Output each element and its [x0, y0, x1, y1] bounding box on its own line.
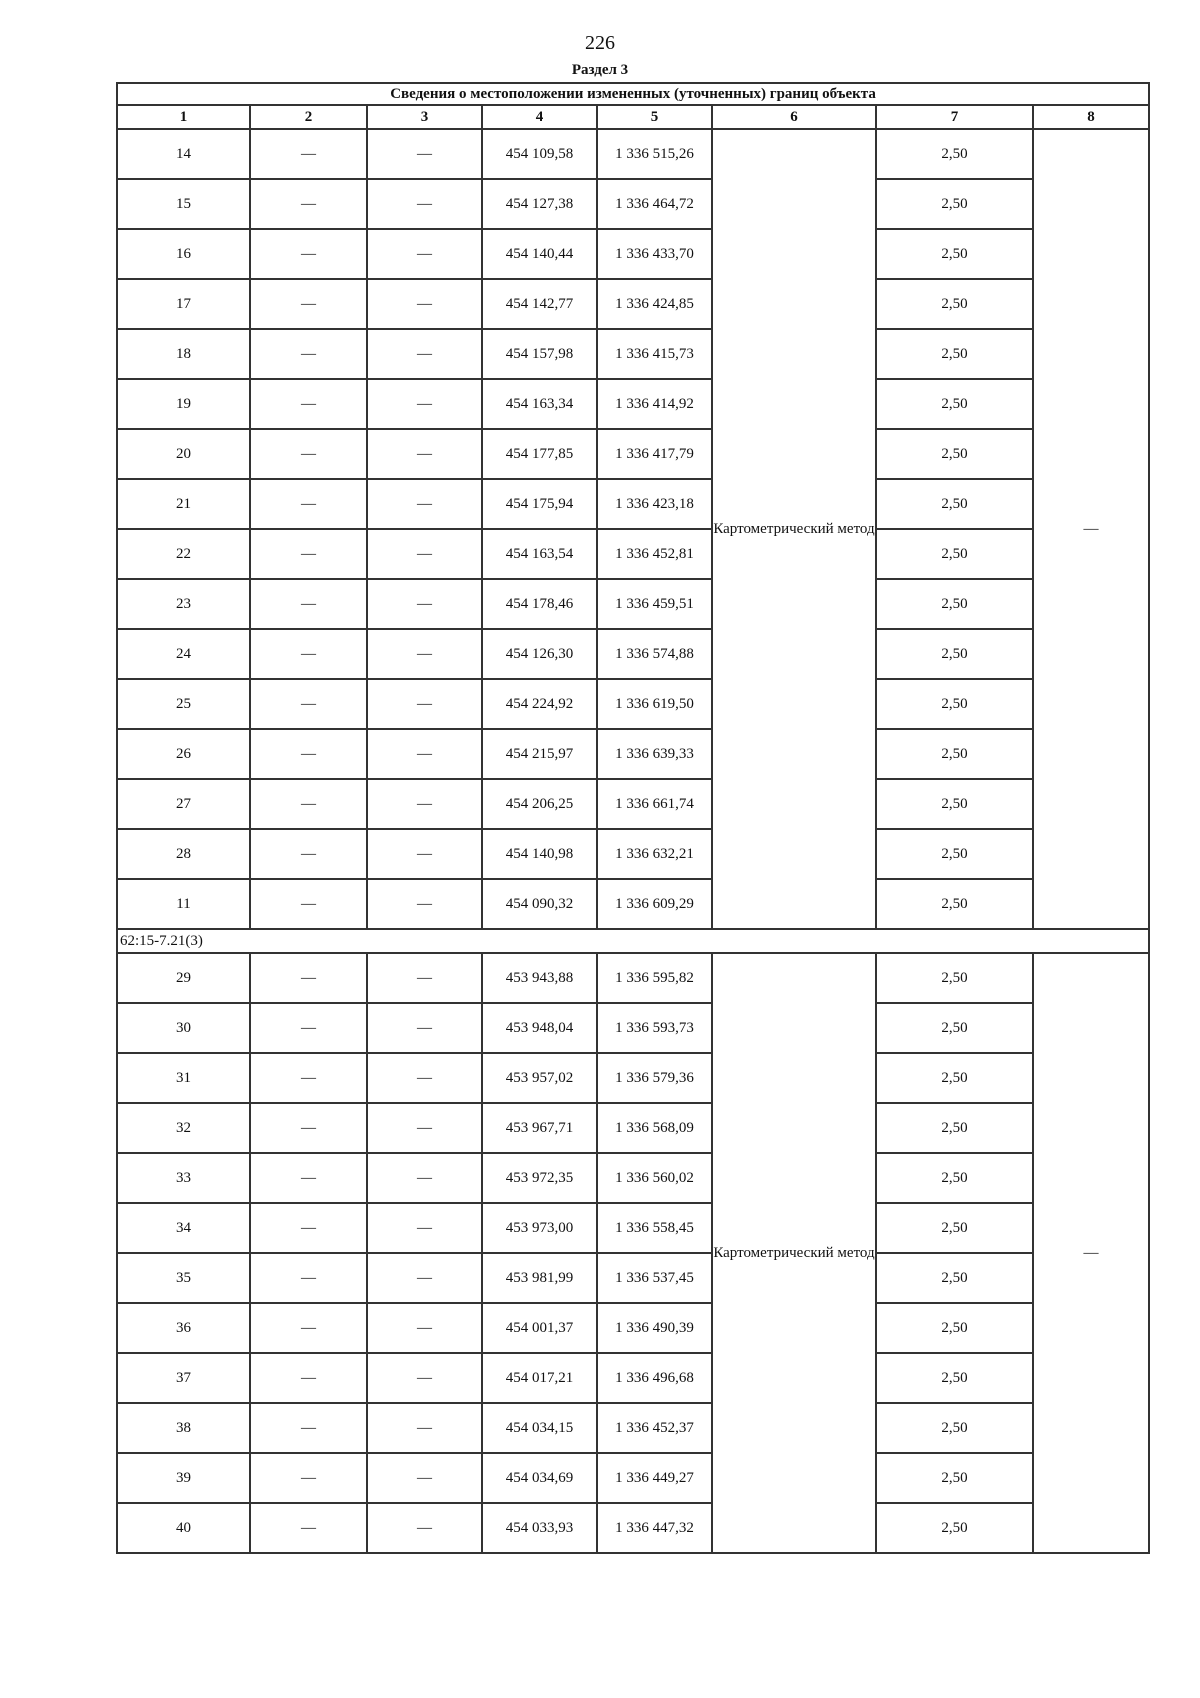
- col8-cell: —: [1033, 129, 1149, 929]
- point-number: 29: [117, 953, 250, 1003]
- precision-value: 2,50: [876, 679, 1033, 729]
- coord-x: 454 126,30: [482, 629, 597, 679]
- cell-col3: —: [367, 229, 482, 279]
- coord-y: 1 336 515,26: [597, 129, 712, 179]
- table-caption: Сведения о местоположении измененных (уточненных) границ объекта: [117, 83, 1149, 105]
- point-number: 24: [117, 629, 250, 679]
- cell-col2: —: [250, 1453, 367, 1503]
- precision-value: 2,50: [876, 179, 1033, 229]
- coord-x: 453 973,00: [482, 1203, 597, 1253]
- table-row: [117, 379, 1149, 429]
- coord-y: 1 336 579,36: [597, 1053, 712, 1103]
- point-number: 36: [117, 1303, 250, 1353]
- cell-col2: —: [250, 1503, 367, 1553]
- point-number: 37: [117, 1353, 250, 1403]
- point-number: 25: [117, 679, 250, 729]
- coord-y: 1 336 496,68: [597, 1353, 712, 1403]
- precision-value: 2,50: [876, 879, 1033, 929]
- cell-col2: —: [250, 1153, 367, 1203]
- cell-col3: —: [367, 953, 482, 1003]
- coord-y: 1 336 593,73: [597, 1003, 712, 1053]
- cell-col2: —: [250, 479, 367, 529]
- cell-col2: —: [250, 1003, 367, 1053]
- coord-x: 454 163,34: [482, 379, 597, 429]
- coord-x: 454 017,21: [482, 1353, 597, 1403]
- table-row: [117, 1453, 1149, 1503]
- precision-value: 2,50: [876, 1353, 1033, 1403]
- table-row: [117, 1253, 1149, 1303]
- coord-y: 1 336 452,81: [597, 529, 712, 579]
- precision-value: 2,50: [876, 329, 1033, 379]
- cell-col2: —: [250, 379, 367, 429]
- cell-col2: —: [250, 779, 367, 829]
- table-row: [117, 229, 1149, 279]
- col8-cell: —: [1033, 953, 1149, 1553]
- precision-value: 2,50: [876, 1103, 1033, 1153]
- precision-value: 2,50: [876, 1503, 1033, 1553]
- coord-y: 1 336 661,74: [597, 779, 712, 829]
- cell-col3: —: [367, 1003, 482, 1053]
- coord-y: 1 336 449,27: [597, 1453, 712, 1503]
- table-row: [117, 129, 1149, 179]
- column-number: 8: [1033, 105, 1149, 129]
- cell-col3: —: [367, 1453, 482, 1503]
- cell-col2: —: [250, 429, 367, 479]
- precision-value: 2,50: [876, 1003, 1033, 1053]
- coord-x: 454 215,97: [482, 729, 597, 779]
- table-row: [117, 1353, 1149, 1403]
- precision-value: 2,50: [876, 779, 1033, 829]
- precision-value: 2,50: [876, 279, 1033, 329]
- precision-value: 2,50: [876, 1403, 1033, 1453]
- cell-col3: —: [367, 1203, 482, 1253]
- coord-x: 453 948,04: [482, 1003, 597, 1053]
- coord-y: 1 336 568,09: [597, 1103, 712, 1153]
- cell-col3: —: [367, 679, 482, 729]
- coord-y: 1 336 452,37: [597, 1403, 712, 1453]
- table-caption-row: [117, 83, 1149, 105]
- coord-y: 1 336 490,39: [597, 1303, 712, 1353]
- precision-value: 2,50: [876, 1203, 1033, 1253]
- coord-x: 454 090,32: [482, 879, 597, 929]
- coord-y: 1 336 414,92: [597, 379, 712, 429]
- table-row: [117, 1153, 1149, 1203]
- cell-col2: —: [250, 129, 367, 179]
- table-row: [117, 1203, 1149, 1253]
- cell-col3: —: [367, 1353, 482, 1403]
- table-row: [117, 779, 1149, 829]
- precision-value: 2,50: [876, 953, 1033, 1003]
- precision-value: 2,50: [876, 479, 1033, 529]
- boundary-coordinates-table: [116, 82, 1150, 1554]
- point-number: 16: [117, 229, 250, 279]
- coord-y: 1 336 433,70: [597, 229, 712, 279]
- point-number: 15: [117, 179, 250, 229]
- table-row: [117, 479, 1149, 529]
- coord-y: 1 336 619,50: [597, 679, 712, 729]
- table-row: [117, 829, 1149, 879]
- table-row: [117, 429, 1149, 479]
- cell-col2: —: [250, 179, 367, 229]
- coord-x: 454 157,98: [482, 329, 597, 379]
- coord-y: 1 336 447,32: [597, 1503, 712, 1553]
- point-number: 11: [117, 879, 250, 929]
- cell-col2: —: [250, 1253, 367, 1303]
- table-row: [117, 879, 1149, 929]
- cell-col3: —: [367, 279, 482, 329]
- coord-x: 454 033,93: [482, 1503, 597, 1553]
- cell-col2: —: [250, 953, 367, 1003]
- point-number: 19: [117, 379, 250, 429]
- cell-col3: —: [367, 329, 482, 379]
- cell-col3: —: [367, 1053, 482, 1103]
- coord-x: 453 967,71: [482, 1103, 597, 1153]
- cell-col3: —: [367, 379, 482, 429]
- cell-col2: —: [250, 1103, 367, 1153]
- coord-y: 1 336 558,45: [597, 1203, 712, 1253]
- point-number: 20: [117, 429, 250, 479]
- coord-x: 453 981,99: [482, 1253, 597, 1303]
- coord-y: 1 336 639,33: [597, 729, 712, 779]
- table-row: [117, 1103, 1149, 1153]
- point-number: 34: [117, 1203, 250, 1253]
- table-row: [117, 179, 1149, 229]
- cell-col3: —: [367, 1303, 482, 1353]
- cell-col3: —: [367, 729, 482, 779]
- coord-y: 1 336 632,21: [597, 829, 712, 879]
- point-number: 14: [117, 129, 250, 179]
- cell-col3: —: [367, 1403, 482, 1453]
- column-number: 2: [250, 105, 367, 129]
- cell-col3: —: [367, 1503, 482, 1553]
- coord-x: 454 140,98: [482, 829, 597, 879]
- coord-x: 453 972,35: [482, 1153, 597, 1203]
- coord-x: 454 127,38: [482, 179, 597, 229]
- coord-x: 454 140,44: [482, 229, 597, 279]
- cell-col3: —: [367, 1253, 482, 1303]
- cell-col3: —: [367, 429, 482, 479]
- precision-value: 2,50: [876, 1153, 1033, 1203]
- point-number: 40: [117, 1503, 250, 1553]
- point-number: 22: [117, 529, 250, 579]
- cell-col3: —: [367, 129, 482, 179]
- cell-col2: —: [250, 1353, 367, 1403]
- table-row: [117, 629, 1149, 679]
- coord-y: 1 336 609,29: [597, 879, 712, 929]
- page-number: 226: [585, 32, 615, 54]
- coord-x: 454 001,37: [482, 1303, 597, 1353]
- point-number: 26: [117, 729, 250, 779]
- cell-col3: —: [367, 579, 482, 629]
- cell-col2: —: [250, 579, 367, 629]
- precision-value: 2,50: [876, 629, 1033, 679]
- point-number: 28: [117, 829, 250, 879]
- coord-y: 1 336 424,85: [597, 279, 712, 329]
- coord-x: 454 109,58: [482, 129, 597, 179]
- cell-col2: —: [250, 329, 367, 379]
- coord-y: 1 336 574,88: [597, 629, 712, 679]
- precision-value: 2,50: [876, 829, 1033, 879]
- column-number: 7: [876, 105, 1033, 129]
- cell-col3: —: [367, 1103, 482, 1153]
- coord-y: 1 336 423,18: [597, 479, 712, 529]
- coord-x: 454 142,77: [482, 279, 597, 329]
- table-row: [117, 529, 1149, 579]
- cell-col2: —: [250, 629, 367, 679]
- cell-col3: —: [367, 1153, 482, 1203]
- coord-y: 1 336 537,45: [597, 1253, 712, 1303]
- precision-value: 2,50: [876, 1053, 1033, 1103]
- cell-col3: —: [367, 779, 482, 829]
- coord-x: 454 034,15: [482, 1403, 597, 1453]
- section-title: Раздел 3: [571, 62, 629, 78]
- point-number: 17: [117, 279, 250, 329]
- column-number: 4: [482, 105, 597, 129]
- precision-value: 2,50: [876, 429, 1033, 479]
- point-number: 30: [117, 1003, 250, 1053]
- cell-col2: —: [250, 1303, 367, 1353]
- cell-col2: —: [250, 1403, 367, 1453]
- cell-col2: —: [250, 1203, 367, 1253]
- coord-y: 1 336 417,79: [597, 429, 712, 479]
- point-number: 18: [117, 329, 250, 379]
- precision-value: 2,50: [876, 379, 1033, 429]
- cell-col2: —: [250, 279, 367, 329]
- cell-col2: —: [250, 529, 367, 579]
- precision-value: 2,50: [876, 1303, 1033, 1353]
- method-cell: Картометрический метод: [712, 129, 876, 929]
- cell-col2: —: [250, 1053, 367, 1103]
- coord-y: 1 336 560,02: [597, 1153, 712, 1203]
- coord-x: 454 224,92: [482, 679, 597, 729]
- table-row: [117, 953, 1149, 1003]
- table-row: [117, 279, 1149, 329]
- coord-x: 454 177,85: [482, 429, 597, 479]
- method-cell: Картометрический метод: [712, 953, 876, 1553]
- coord-y: 1 336 464,72: [597, 179, 712, 229]
- table-row: [117, 329, 1149, 379]
- precision-value: 2,50: [876, 529, 1033, 579]
- cell-col2: —: [250, 229, 367, 279]
- table-row: [117, 1053, 1149, 1103]
- precision-value: 2,50: [876, 129, 1033, 179]
- table-row: [117, 1403, 1149, 1453]
- precision-value: 2,50: [876, 1253, 1033, 1303]
- cell-col2: —: [250, 879, 367, 929]
- coord-x: 454 034,69: [482, 1453, 597, 1503]
- coord-x: 453 957,02: [482, 1053, 597, 1103]
- cell-col2: —: [250, 679, 367, 729]
- coord-x: 454 175,94: [482, 479, 597, 529]
- coord-x: 453 943,88: [482, 953, 597, 1003]
- point-number: 39: [117, 1453, 250, 1503]
- point-number: 35: [117, 1253, 250, 1303]
- coord-y: 1 336 415,73: [597, 329, 712, 379]
- point-number: 31: [117, 1053, 250, 1103]
- cell-col2: —: [250, 829, 367, 879]
- coord-y: 1 336 459,51: [597, 579, 712, 629]
- cell-col3: —: [367, 529, 482, 579]
- point-number: 23: [117, 579, 250, 629]
- cell-col3: —: [367, 479, 482, 529]
- column-number-row: [117, 105, 1149, 129]
- point-number: 21: [117, 479, 250, 529]
- precision-value: 2,50: [876, 229, 1033, 279]
- table-row: [117, 679, 1149, 729]
- group-label: 62:15-7.21(3): [117, 929, 1149, 953]
- precision-value: 2,50: [876, 579, 1033, 629]
- column-number: 5: [597, 105, 712, 129]
- coord-x: 454 206,25: [482, 779, 597, 829]
- cell-col3: —: [367, 179, 482, 229]
- table-row: [117, 1503, 1149, 1553]
- coord-x: 454 163,54: [482, 529, 597, 579]
- coord-x: 454 178,46: [482, 579, 597, 629]
- precision-value: 2,50: [876, 729, 1033, 779]
- precision-value: 2,50: [876, 1453, 1033, 1503]
- column-number: 3: [367, 105, 482, 129]
- table-row: [117, 1003, 1149, 1053]
- cell-col3: —: [367, 629, 482, 679]
- cell-col3: —: [367, 829, 482, 879]
- coord-y: 1 336 595,82: [597, 953, 712, 1003]
- point-number: 38: [117, 1403, 250, 1453]
- column-number: 1: [117, 105, 250, 129]
- cell-col2: —: [250, 729, 367, 779]
- table-row: [117, 729, 1149, 779]
- table-row: [117, 1303, 1149, 1353]
- cell-col3: —: [367, 879, 482, 929]
- point-number: 33: [117, 1153, 250, 1203]
- point-number: 27: [117, 779, 250, 829]
- group-label-row: [117, 929, 1149, 953]
- point-number: 32: [117, 1103, 250, 1153]
- table-row: [117, 579, 1149, 629]
- column-number: 6: [712, 105, 876, 129]
